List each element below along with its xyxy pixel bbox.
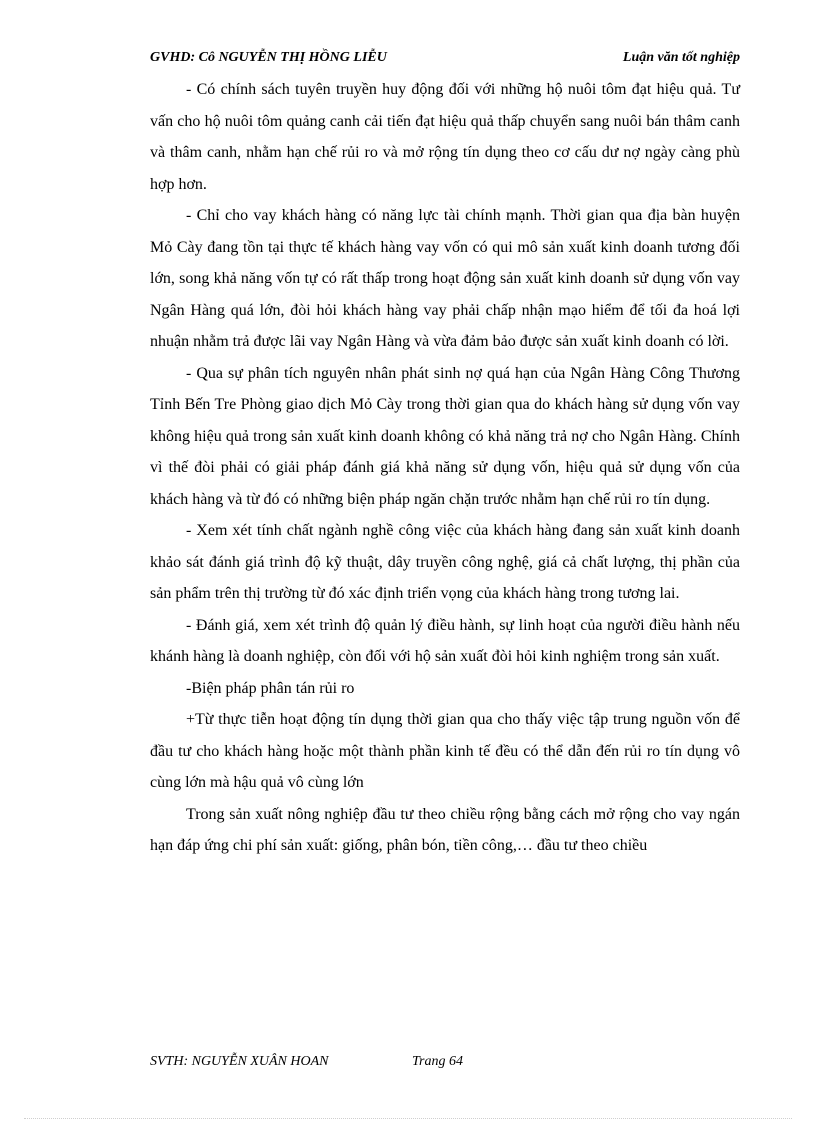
paragraph: +Từ thực tiễn hoạt động tín dụng thời gian qua cho thấy việc tập trung nguồn vốn để đầu tư cho khách hàng hoặc một thành phần kinh tế đều có thể dẫn đến rủi ro tín dụng vô cùng lớn mà hậu quả vô cùng lớn	[150, 711, 740, 791]
paragraph: - Đánh giá, xem xét trình độ quản lý điều hành, sự linh hoạt của người điều hành nếu khánh hàng là doanh nghiệp, còn đối với hộ sản xuất đòi hỏi kinh nghiệm trong sản xuất.	[150, 616, 740, 665]
paragraph: - Chỉ cho vay khách hàng có năng lực tài chính mạnh. Thời gian qua địa bàn huyện Mỏ Cày đang tồn tại thực tế khách hàng vay vốn có qui mô sản xuất kinh doanh tương đối lớn, song khả năng vốn tự có rất thấp trong hoạt động sản xuất kinh doanh sử dụng vốn vay Ngân Hàng quá lớn, đòi hỏi khách hàng vay phải chấp nhận mạo hiểm để tối đa hoá lợi nhuận nhằm trả được lãi vay Ngân Hàng và vừa đảm bảo được sản xuất kinh doanh có lời.	[150, 207, 740, 350]
footer-student: SVTH: NGUYỄN XUÂN HOAN	[150, 1054, 329, 1069]
paragraph: -Biện pháp phân tán rủi ro	[186, 679, 355, 697]
paragraph: - Qua sự phân tích nguyên nhân phát sinh nợ quá hạn của Ngân Hàng Công Thương Tỉnh Bến Tre Phòng giao dịch Mỏ Cày trong thời gian qua do khách hàng sử dụng vốn vay không hiệu quả trong sản xuất kinh doanh không có khả năng trả nợ cho Ngân Hàng. Chính vì thế đòi phải có giải pháp đánh giá khả năng sử dụng vốn, hiệu quả sử dụng vốn của khách hàng và từ đó có những biện pháp ngăn chặn trước nhằm hạn chế rủi ro tín dụng.	[150, 364, 740, 508]
paragraph: - Có chính sách tuyên truyền huy động đối với những hộ nuôi tôm đạt hiệu quả. Tư vấn cho hộ nuôi tôm quảng canh cải tiến đạt hiệu quả thấp chuyển sang nuôi bán thâm canh và thâm canh, nhằm hạn chế rủi ro và mở rộng tín dụng theo cơ cấu dư nợ ngày càng phù hợp hơn.	[150, 81, 740, 193]
header-advisor: GVHD: Cô NGUYỄN THỊ HỒNG LIỄU	[150, 50, 387, 65]
document-body	[150, 74, 740, 862]
header-thesis-label: Luận văn tốt nghiệp	[622, 50, 740, 65]
page-break-divider	[24, 1118, 792, 1119]
page-header	[150, 50, 740, 72]
page-footer	[150, 1054, 740, 1074]
page-number: Trang 64	[412, 1054, 463, 1069]
paragraph: Trong sản xuất nông nghiệp đầu tư theo chiều rộng bằng cách mở rộng cho vay ngán hạn đáp ứng chi phí sản xuất: giống, phân bón, tiền công,… đầu tư theo chiều	[150, 805, 740, 854]
paragraph: - Xem xét tính chất ngành nghề công việc của khách hàng đang sản xuất kinh doanh khảo sát đánh giá trình độ kỹ thuật, dây truyền công nghệ, giá cả chất lượng, thị phần của sản phẩm trên thị trường từ đó xác định triển vọng của khách hàng trong tương lai.	[150, 522, 740, 602]
